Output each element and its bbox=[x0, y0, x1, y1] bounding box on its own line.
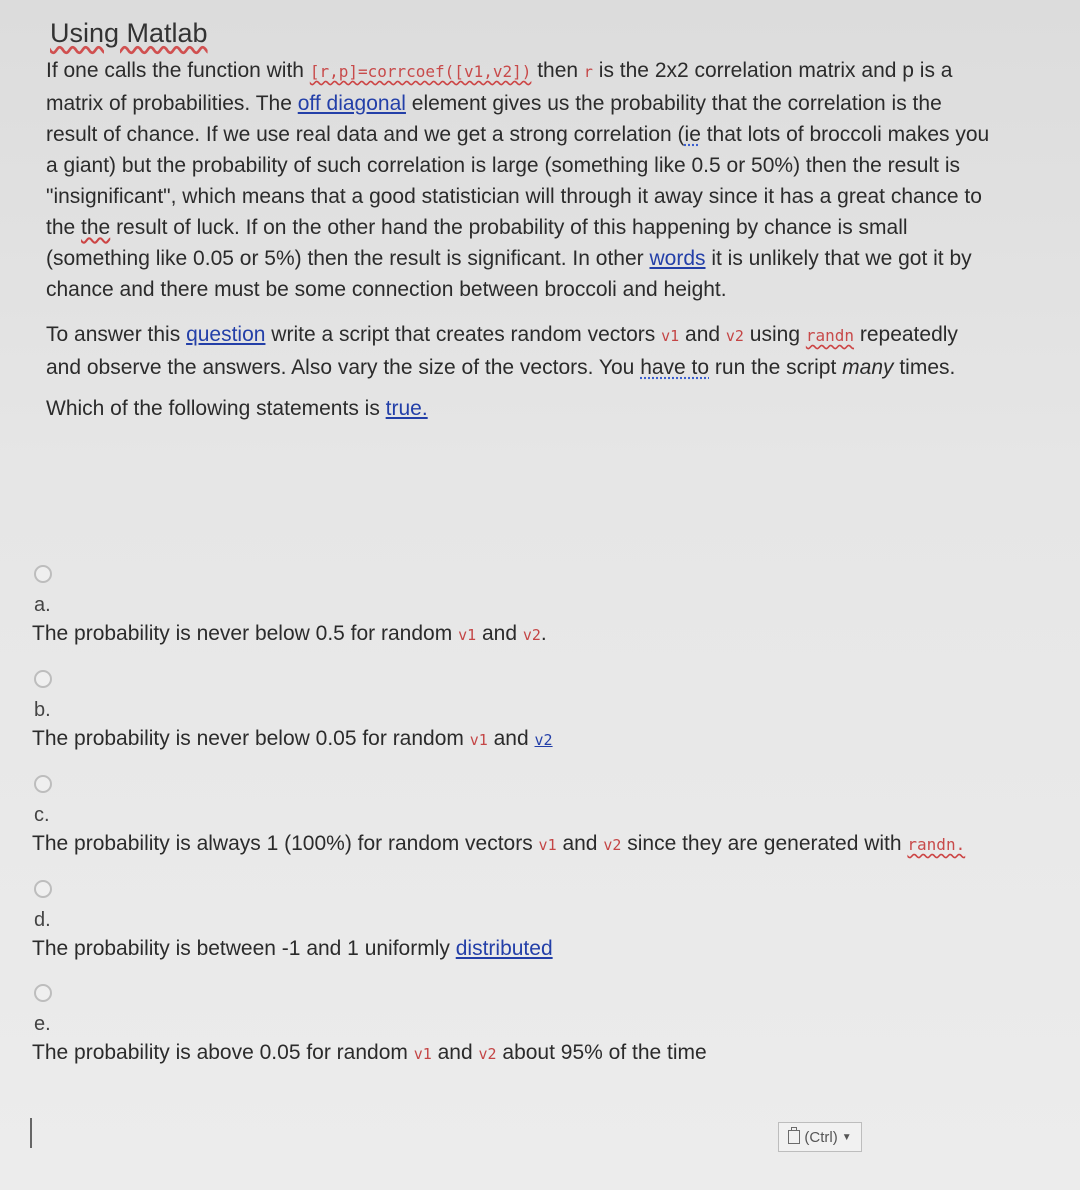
var-v2: v2 bbox=[725, 327, 744, 345]
option-letter: e. bbox=[34, 1013, 51, 1035]
text: To answer this bbox=[46, 323, 187, 346]
question-title bbox=[50, 18, 994, 49]
option-letter: c. bbox=[34, 804, 50, 826]
question-link: question bbox=[186, 323, 266, 346]
text: that lots of broccoli makes you a giant) but the probability of such correlation is large (something like 0.5 or 50%) then the result is "insignificant", which means that a good statistician will through it away since it has a great chance to the bbox=[46, 123, 990, 239]
var-v2: v2 bbox=[534, 731, 553, 749]
option-text[interactable] bbox=[32, 1038, 1010, 1069]
text: The probability is always 1 (100%) for random vectors bbox=[32, 832, 539, 855]
option-text[interactable] bbox=[32, 619, 1010, 650]
paste-options-button[interactable] bbox=[778, 1122, 862, 1152]
question-body bbox=[44, 18, 994, 424]
text: and bbox=[431, 1041, 479, 1064]
option-text[interactable] bbox=[32, 934, 1010, 964]
text: and bbox=[556, 832, 604, 855]
option-letter: d. bbox=[34, 909, 51, 931]
text: then bbox=[531, 59, 584, 82]
instruction-paragraph bbox=[46, 319, 994, 383]
text: is the 2x2 correlation matrix and p is a matrix of probabilities. The bbox=[46, 59, 953, 115]
var-v1: v1 bbox=[469, 731, 488, 749]
radio-d[interactable] bbox=[34, 880, 52, 898]
chevron-down-icon: ▼ bbox=[841, 1131, 852, 1143]
intro-paragraph bbox=[46, 55, 994, 305]
var-v1: v1 bbox=[538, 836, 557, 854]
off-diagonal-link: off diagonal bbox=[297, 92, 406, 115]
distributed-link: distributed bbox=[455, 937, 553, 960]
option-e[interactable] bbox=[30, 984, 1010, 1069]
var-v2: v2 bbox=[603, 836, 622, 854]
option-letter: a. bbox=[34, 594, 51, 616]
clipboard-icon bbox=[788, 1130, 800, 1144]
text: element gives us the probability that the correlation is the result of chance. If we use real data and we get a strong correlation ( bbox=[46, 92, 942, 146]
text: result of luck. If on the other hand the probability of this happening by chance is small (something like 0.05 or 5%) then the result is significant. In other bbox=[46, 216, 908, 270]
option-b[interactable] bbox=[30, 670, 1010, 755]
the-word: the bbox=[81, 216, 111, 239]
var-v2: v2 bbox=[522, 626, 541, 644]
text: . bbox=[540, 622, 547, 645]
text: The probability is never below 0.05 for random bbox=[32, 727, 470, 750]
text-cursor bbox=[30, 1118, 32, 1148]
text: since they are generated with bbox=[621, 832, 908, 855]
radio-c[interactable] bbox=[34, 775, 52, 793]
text: and bbox=[679, 323, 726, 346]
text: write a script that creates random vectors bbox=[265, 323, 662, 346]
text: and bbox=[487, 727, 535, 750]
var-v1: v1 bbox=[458, 626, 477, 644]
ie-word: ie bbox=[684, 123, 701, 146]
text: The probability is above 0.05 for random bbox=[32, 1041, 414, 1064]
text: If one calls the function with bbox=[46, 59, 310, 82]
text: about 95% of the time bbox=[496, 1041, 707, 1064]
text: it is unlikely that we got it by chance and there must be some connection between broccoli and height. bbox=[46, 247, 972, 301]
question-prompt bbox=[46, 393, 994, 424]
text: times. bbox=[893, 356, 956, 379]
option-text[interactable] bbox=[32, 724, 1010, 755]
radio-e[interactable] bbox=[34, 984, 52, 1002]
text: repeatedly and observe the answers. Also vary the size of the vectors. You bbox=[46, 323, 958, 379]
answer-options bbox=[30, 565, 1010, 1089]
text: and bbox=[476, 622, 523, 645]
option-letter: b. bbox=[34, 699, 51, 721]
var-v2: v2 bbox=[478, 1045, 497, 1063]
text: The probability is never below 0.5 for random bbox=[32, 622, 459, 645]
option-text[interactable] bbox=[32, 829, 1010, 860]
code-randn: randn. bbox=[907, 835, 966, 854]
var-r: r bbox=[583, 63, 593, 81]
option-c[interactable] bbox=[30, 775, 1010, 860]
option-a[interactable] bbox=[30, 565, 1010, 650]
option-d[interactable] bbox=[30, 880, 1010, 964]
text: run the script bbox=[709, 356, 843, 379]
var-v1: v1 bbox=[661, 327, 680, 345]
radio-a[interactable] bbox=[34, 565, 52, 583]
true-link: true. bbox=[385, 397, 428, 420]
code-randn: randn bbox=[805, 326, 855, 345]
radio-b[interactable] bbox=[34, 670, 52, 688]
title-text: Using Matlab bbox=[50, 18, 208, 48]
have-to-word: have to bbox=[640, 356, 710, 379]
text: using bbox=[743, 323, 806, 346]
paste-options-label: (Ctrl) bbox=[804, 1128, 838, 1146]
code-corrcoef: [r,p]=corrcoef([v1,v2]) bbox=[309, 62, 532, 81]
text: Which of the following statements is bbox=[46, 397, 386, 420]
many-word: many bbox=[842, 356, 894, 379]
words-link: words bbox=[649, 247, 706, 270]
text: The probability is between -1 and 1 uniformly bbox=[32, 937, 456, 960]
var-v1: v1 bbox=[413, 1045, 432, 1063]
